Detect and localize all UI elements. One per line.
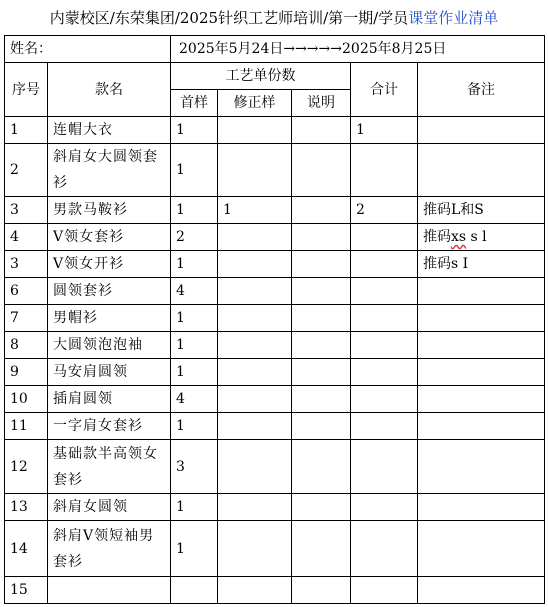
header-row-1 bbox=[5, 63, 545, 90]
style-name-cell: 马安肩圆领 bbox=[48, 359, 171, 386]
first-sample-cell: 1 bbox=[171, 197, 218, 224]
first-sample-cell: 3 bbox=[171, 440, 218, 494]
total-cell bbox=[351, 144, 418, 197]
seq-cell: 7 bbox=[5, 305, 48, 332]
table-row bbox=[5, 332, 545, 359]
seq-cell: 15 bbox=[5, 577, 48, 604]
seq-cell: 14 bbox=[5, 521, 48, 577]
seq-cell: 3 bbox=[5, 197, 48, 224]
revised-sample-cell: 1 bbox=[218, 197, 292, 224]
table-row bbox=[5, 440, 545, 494]
revised-sample-cell bbox=[218, 359, 292, 386]
first-sample-cell: 1 bbox=[171, 144, 218, 197]
document-title bbox=[0, 8, 548, 28]
total-cell bbox=[351, 224, 418, 251]
col-group-header: 工艺单份数 bbox=[171, 63, 351, 90]
seq-cell: 8 bbox=[5, 332, 48, 359]
style-name-cell: 大圆领泡泡袖 bbox=[48, 332, 171, 359]
notes-cell bbox=[292, 577, 351, 604]
remark-cell bbox=[418, 494, 545, 521]
revised-sample-cell bbox=[218, 332, 292, 359]
total-cell bbox=[351, 386, 418, 413]
total-cell bbox=[351, 305, 418, 332]
notes-cell bbox=[292, 251, 351, 278]
notes-cell bbox=[292, 440, 351, 494]
table-row bbox=[5, 224, 545, 251]
remark-cell bbox=[418, 224, 545, 251]
revised-sample-cell bbox=[218, 305, 292, 332]
remark-cell bbox=[418, 144, 545, 197]
notes-cell bbox=[292, 197, 351, 224]
remark-cell bbox=[418, 251, 545, 278]
notes-cell bbox=[292, 305, 351, 332]
notes-cell bbox=[292, 224, 351, 251]
first-sample-cell: 4 bbox=[171, 386, 218, 413]
revised-sample-cell bbox=[218, 440, 292, 494]
revised-sample-cell bbox=[218, 278, 292, 305]
revised-sample-cell bbox=[218, 413, 292, 440]
notes-cell bbox=[292, 144, 351, 197]
remark-cell bbox=[418, 359, 545, 386]
name-label: 姓名： bbox=[5, 36, 171, 63]
revised-sample-cell bbox=[218, 251, 292, 278]
title-main: 内蒙校区/东荣集团/2025针织工艺师培训/第一期/学员 bbox=[49, 9, 409, 27]
style-name-cell: 斜肩女大圆领套衫 bbox=[48, 144, 171, 197]
table-row bbox=[5, 251, 545, 278]
table-row bbox=[5, 359, 545, 386]
first-sample-cell: 1 bbox=[171, 413, 218, 440]
seq-cell: 9 bbox=[5, 359, 48, 386]
total-cell: 2 bbox=[351, 197, 418, 224]
col-seq-header: 序号 bbox=[5, 63, 48, 117]
col-remark-header: 备注 bbox=[418, 63, 545, 117]
table-row bbox=[5, 413, 545, 440]
remark-cell bbox=[418, 305, 545, 332]
table-row bbox=[5, 144, 545, 197]
first-sample-cell: 1 bbox=[171, 332, 218, 359]
seq-cell: 13 bbox=[5, 494, 48, 521]
remark-cell bbox=[418, 278, 545, 305]
total-cell bbox=[351, 278, 418, 305]
table-row bbox=[5, 386, 545, 413]
seq-cell: 1 bbox=[5, 117, 48, 144]
first-sample-cell: 1 bbox=[171, 305, 218, 332]
notes-cell bbox=[292, 386, 351, 413]
style-name-cell: 插肩圆领 bbox=[48, 386, 171, 413]
notes-cell bbox=[292, 359, 351, 386]
total-cell bbox=[351, 577, 418, 604]
first-sample-cell: 1 bbox=[171, 251, 218, 278]
first-sample-cell: 1 bbox=[171, 117, 218, 144]
revised-sample-cell bbox=[218, 386, 292, 413]
seq-cell: 4 bbox=[5, 224, 48, 251]
total-cell bbox=[351, 332, 418, 359]
revised-sample-cell bbox=[218, 494, 292, 521]
total-cell bbox=[351, 251, 418, 278]
style-name-cell: 男款马鞍衫 bbox=[48, 197, 171, 224]
revised-sample-cell bbox=[218, 117, 292, 144]
first-sample-cell: 2 bbox=[171, 224, 218, 251]
table-row bbox=[5, 197, 545, 224]
style-name-cell: 斜肩V领短袖男套衫 bbox=[48, 521, 171, 577]
notes-cell bbox=[292, 332, 351, 359]
style-name-cell bbox=[48, 577, 171, 604]
remark-cell bbox=[418, 332, 545, 359]
notes-cell bbox=[292, 278, 351, 305]
style-name-cell: V领女套衫 bbox=[48, 224, 171, 251]
total-cell bbox=[351, 413, 418, 440]
revised-sample-cell bbox=[218, 521, 292, 577]
style-name-cell: 连帽大衣 bbox=[48, 117, 171, 144]
total-cell bbox=[351, 521, 418, 577]
table-row bbox=[5, 521, 545, 577]
table-row bbox=[5, 278, 545, 305]
remark-cell bbox=[418, 117, 545, 144]
date-range: 2025年5月24日→→→→→2025年8月25日 bbox=[171, 36, 545, 63]
col-revised-header: 修正样 bbox=[218, 90, 292, 117]
name-date-row bbox=[5, 36, 545, 63]
style-name-cell: 圆领套衫 bbox=[48, 278, 171, 305]
seq-cell: 6 bbox=[5, 278, 48, 305]
seq-cell: 11 bbox=[5, 413, 48, 440]
remark-size-misspelled: xs bbox=[451, 229, 467, 245]
remark-text-tail: s l bbox=[466, 229, 487, 245]
style-name-cell: 斜肩女圆领 bbox=[48, 494, 171, 521]
revised-sample-cell bbox=[218, 144, 292, 197]
first-sample-cell: 4 bbox=[171, 278, 218, 305]
title-highlight: 课堂作业清单 bbox=[408, 9, 499, 27]
first-sample-cell: 1 bbox=[171, 494, 218, 521]
col-first-header: 首样 bbox=[171, 90, 218, 117]
style-name-cell: V领女开衫 bbox=[48, 251, 171, 278]
table-row bbox=[5, 494, 545, 521]
remark-cell bbox=[418, 413, 545, 440]
seq-cell: 12 bbox=[5, 440, 48, 494]
total-cell: 1 bbox=[351, 117, 418, 144]
revised-sample-cell bbox=[218, 577, 292, 604]
first-sample-cell: 1 bbox=[171, 521, 218, 577]
total-cell bbox=[351, 440, 418, 494]
first-sample-cell bbox=[171, 577, 218, 604]
table-row bbox=[5, 577, 545, 604]
remark-cell bbox=[418, 386, 545, 413]
seq-cell: 2 bbox=[5, 144, 48, 197]
remark-text: 推码L和S bbox=[423, 202, 484, 218]
style-name-cell: 一字肩女套衫 bbox=[48, 413, 171, 440]
remark-cell bbox=[418, 197, 545, 224]
table-row bbox=[5, 117, 545, 144]
notes-cell bbox=[292, 117, 351, 144]
col-total-header: 合计 bbox=[351, 63, 418, 117]
notes-cell bbox=[292, 413, 351, 440]
remark-text: 推码 bbox=[423, 229, 451, 245]
seq-cell: 3 bbox=[5, 251, 48, 278]
notes-cell bbox=[292, 494, 351, 521]
remark-cell bbox=[418, 577, 545, 604]
first-sample-cell: 1 bbox=[171, 359, 218, 386]
table-row bbox=[5, 305, 545, 332]
col-style-header: 款名 bbox=[48, 63, 171, 117]
remark-cell bbox=[418, 440, 545, 494]
seq-cell: 10 bbox=[5, 386, 48, 413]
style-name-cell: 男帽衫 bbox=[48, 305, 171, 332]
style-name-cell: 基础款半高领女套衫 bbox=[48, 440, 171, 494]
notes-cell bbox=[292, 521, 351, 577]
assignment-table bbox=[4, 35, 545, 604]
remark-text: 推码s I bbox=[423, 256, 469, 272]
total-cell bbox=[351, 494, 418, 521]
total-cell bbox=[351, 359, 418, 386]
col-notes-header: 说明 bbox=[292, 90, 351, 117]
remark-cell bbox=[418, 521, 545, 577]
revised-sample-cell bbox=[218, 224, 292, 251]
